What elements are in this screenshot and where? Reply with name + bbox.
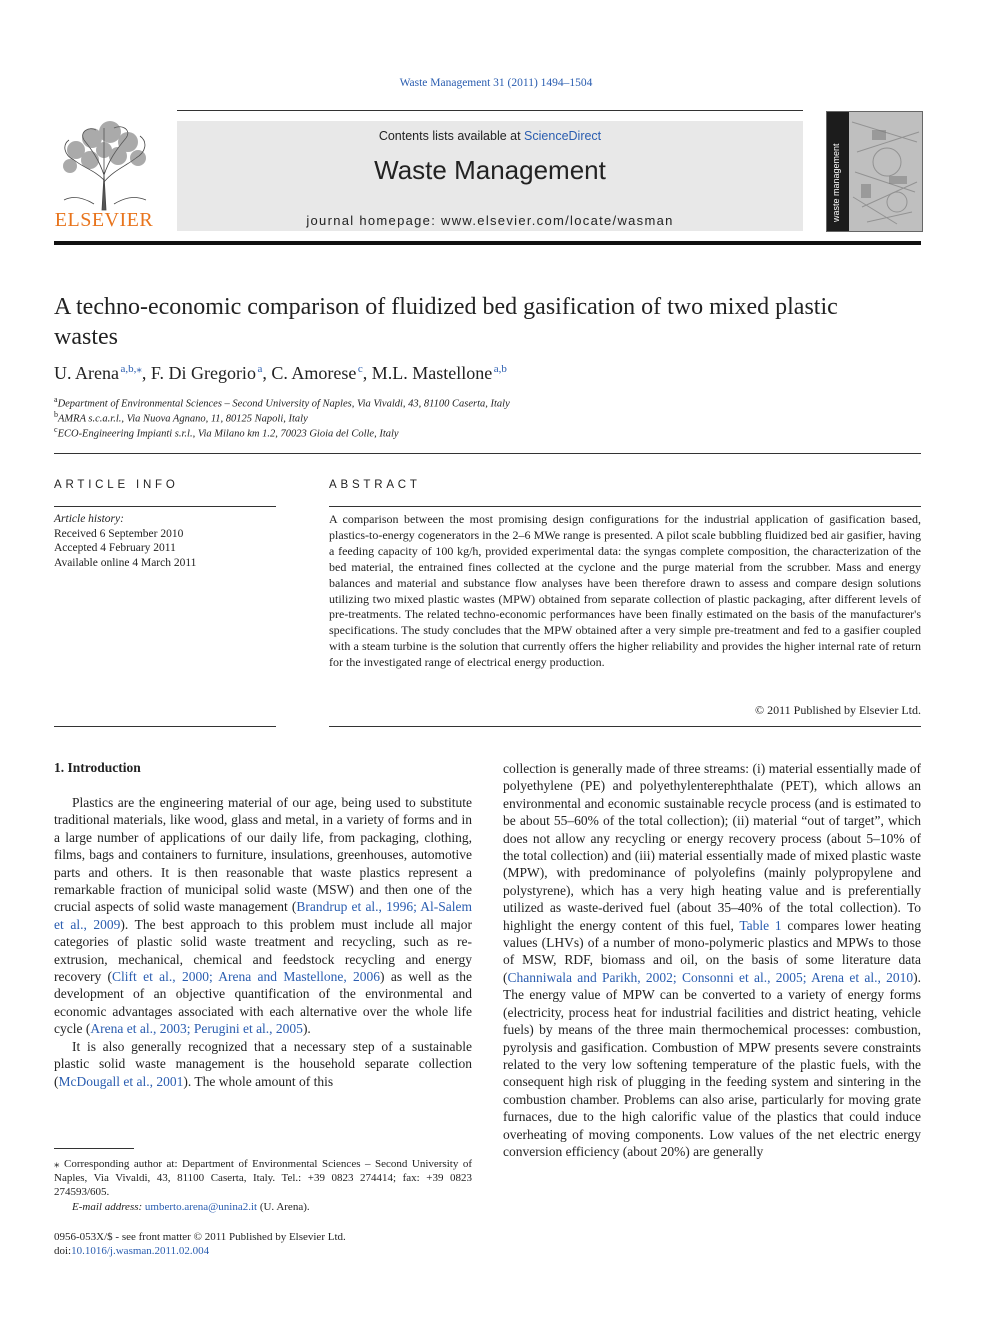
doi-link[interactable]: 10.1016/j.wasman.2011.02.004 [71, 1245, 210, 1257]
section-rule [54, 453, 921, 454]
email-suffix: (U. Arena). [257, 1200, 310, 1213]
doi-prefix: doi: [54, 1245, 72, 1257]
citation-link[interactable]: McDougall et al., 2001 [58, 1073, 184, 1089]
abstract-copyright: © 2011 Published by Elsevier Ltd. [755, 703, 921, 717]
cover-title: waste management [831, 143, 841, 222]
citation-link[interactable]: Brandrup et al., 1996; Al-Salem et al., 2009 [54, 899, 473, 932]
corresponding-author-footnote [54, 1157, 472, 1214]
elsevier-wordmark: ELSEVIER [54, 209, 154, 231]
journal-reference[interactable]: Waste Management 31 (2011) 1494–1504 [399, 77, 593, 89]
front-matter [54, 1230, 474, 1258]
online-date: Available online 4 March 2011 [54, 556, 197, 569]
body-text: compares lower heating values (LHVs) of a number of mono-polymeric plastics and MPWs to those of MSW, RDF, biomass and oil, on the basis of some literature data ( [503, 917, 921, 985]
author-affiliation-marker[interactable]: a,b [493, 363, 507, 375]
abstract-rule [329, 506, 921, 507]
intro-paragraph-2 [54, 1038, 472, 1090]
author-affiliation-marker[interactable]: c [357, 363, 363, 375]
article-history [54, 512, 276, 570]
article-title: A techno-economic comparison of fluidized bed gasification of two mixed plastic wastes [54, 294, 838, 350]
affiliation-marker: b [54, 410, 58, 419]
article-info-bottom-rule [54, 726, 276, 727]
issn-line: 0956-053X/$ - see front matter © 2011 Published by Elsevier Ltd. [54, 1231, 346, 1243]
citation-link[interactable]: Clift et al., 2000; Arena and Mastellone, 2006 [112, 969, 381, 985]
journal-header-box [177, 121, 803, 231]
author-name[interactable]: M.L. Mastellone [371, 363, 493, 383]
email-link[interactable]: umberto.arena@unina2.it [144, 1200, 258, 1213]
footnote-rule [54, 1148, 134, 1149]
body-text: collection is generally made of three streams: (i) material essentially made of polyethylene (PE) and polyethylenterephthalate (PET), which allows an environmental and economic sustainable recycle process (and is estimated to be about 55–60% of the total collection); (ii) material “out of target”, which does not allow any recycling or energy recovery process (about 5–10% of the total collection) and (iii) material essentially made of mixed plastic waste (MPW), with predominance of polyolefins (mainly polypropylene and polystyrene), which has a very high heating value and is preferentially utilized as waste-derived fuel (about 35–40% of the total collection). To highlight the energy content of this fuel, [503, 761, 921, 933]
affiliation-text: AMRA s.c.a.r.l., Via Nuova Agnano, 11, 80125 Napoli, Italy [58, 413, 308, 425]
journal-title: Waste Management [374, 155, 606, 185]
intro-paragraph-1 [54, 794, 472, 1038]
intro-paragraph-3 [503, 760, 921, 1160]
affiliation [54, 410, 308, 425]
sciencedirect-link[interactable]: ScienceDirect [524, 129, 602, 143]
journal-cover-image [826, 111, 923, 232]
history-label: Article history: [54, 513, 124, 525]
table-link[interactable]: Table 1 [739, 917, 782, 933]
body-text: ). [302, 1021, 311, 1037]
contents-availability [177, 129, 803, 143]
author-affiliation-marker[interactable]: a [257, 363, 263, 375]
body-text: ). The best approach to this problem must include all major categories of plastic solid waste treatment and recycling, such as re-extrusion, mechanical, chemical and feedstock recycling and energy recovery ( [54, 916, 472, 985]
left-body-column [54, 794, 472, 1090]
author-affiliation-marker[interactable]: a,b,⁎ [120, 363, 142, 375]
affiliation-marker: a [54, 395, 58, 404]
body-text: Plastics are the engineering material of our age, being used to substitute traditional materials, like wood, glass and metal, in a variety of forms and in a large number of applications of our daily life, from packaging, clothing, films, bags and containers to furniture, insulations, greenhouses, automotive parts and others. It is then reasonable that waste plastics represent a remarkable fraction of municipal solid waste (MSW) and then one of the crucial aspects of solid waste management ( [54, 795, 472, 915]
header-bottom-rule [54, 241, 921, 245]
citation-link[interactable]: Arena et al., 2003; Perugini et al., 2005 [90, 1021, 303, 1037]
body-text: ) as well as the development of an objective quantification of the environmental and economic advantages associated with each alternative over the whole life cycle ( [54, 969, 472, 1037]
cover-spine [827, 112, 849, 231]
citation-link[interactable]: Channiwala and Parikh, 2002; Consonni et al., 2005; Arena et al., 2010 [507, 969, 914, 985]
abstract-text: A comparison between the most promising design configurations for the industrial application of gasification based, plastics-to-energy cogenerators in the 2–6 MWe range is presented. A pilot scale bubbling fluidized bed air gasifier, having a feeding capacity of 100 kg/h, provided experimental data: the syngas complete composition, the characterization of the bed material, the entrained fines collected at the cyclone and the purge material from the scrubber. Mass and energy balances and material and substance flow analyses have been therefore drawn to assess and compare design solutions utilizing two mixed plastic wastes (MPW) obtained from separate collection of plastic packaging, after different levels of pre-treatments. The related techno-economic performances have been finally estimated on the basis of the manufacturer's specifications. The study concludes that the MPW obtained after a very simple pre-treatment and fed to a gasifier coupled with a steam turbine is the solution that currently offers the higher reliability and provides the higher internal rate of return for the investigated range of electrical energy production. [329, 512, 921, 670]
author-list: U. Arena $^{a,b,⁎}$, F. Di Gregorio $^a$, C. Amorese $^c$, M.L. Mastellone $^{a,b}$ [54, 363, 507, 383]
received-date: Received 6 September 2010 [54, 527, 184, 540]
section-heading-introduction: 1. Introduction [54, 760, 141, 775]
article-info-rule [54, 506, 276, 507]
abstract-label: ABSTRACT [329, 479, 421, 491]
affiliation [54, 425, 399, 440]
accepted-date: Accepted 4 February 2011 [54, 542, 176, 554]
corresponding-author-text: ⁎ Corresponding author at: Department of Environmental Sciences – Second University of Naples, Via Vivaldi, 43, 81100 Caserta, Italy. Tel.: +39 0823 274414; fax: +39 0823 274593/605. [54, 1158, 472, 1199]
affiliation-text: ECO-Engineering Impianti s.r.l., Via Milano km 1.2, 70023 Gioia del Colle, Italy [57, 428, 399, 440]
journal-homepage[interactable]: journal homepage: www.elsevier.com/locate/wasman [306, 213, 674, 228]
body-text: It is also generally recognized that a necessary step of a sustainable plastic solid waste management is the household separate collection ( [54, 1038, 472, 1089]
email-label: E-mail address: [72, 1200, 143, 1213]
body-text: ). The energy value of MPW can be converted to a variety of energy forms (electricity, process heat for industrial facilities and district heating, vehicle fuels) by means of the three main thermochemical processes: combustion, pyrolysis and gasification. Combustion of MPW presents severe constraints related to the very low softening temperature of the plastic fuels, with the consequent high risk of plugging in the feeding system and sintering in the combustion chamber. Problems can also arise, particularly for moving grate furnaces, due to the high calorific value of the plastics that could induce overheating of moving components. Low values of the net electric energy conversion efficiency (about 20%) are generally [503, 969, 921, 1159]
affiliation-text: Department of Environmental Sciences – Second University of Naples, Via Vivaldi, 43, 81100 Caserta, Italy [57, 398, 510, 410]
header-top-rule [177, 110, 803, 111]
author-name[interactable]: C. Amorese [271, 363, 357, 383]
author-name[interactable]: F. Di Gregorio [150, 363, 256, 383]
article-info-label: ARTICLE INFO [54, 479, 179, 491]
elsevier-tree-icon [54, 120, 154, 212]
abstract-bottom-rule [329, 726, 921, 727]
contents-prefix: Contents lists available at [378, 129, 525, 143]
right-body-column [503, 760, 921, 1160]
affiliation [54, 395, 510, 410]
elsevier-logo [54, 120, 154, 232]
body-text: ). The whole amount of this [183, 1073, 334, 1089]
author-name[interactable]: U. Arena [54, 363, 119, 383]
affiliation-marker: c [54, 425, 58, 434]
